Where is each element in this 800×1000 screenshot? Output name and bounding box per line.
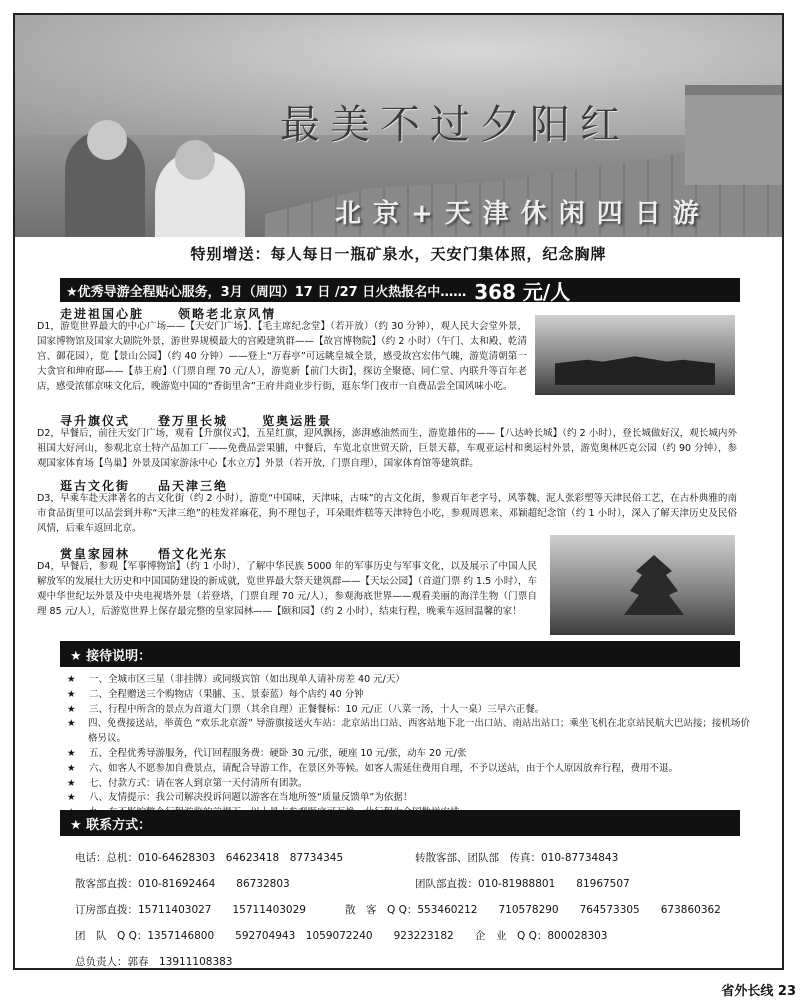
elderly-couple-photo xyxy=(45,100,275,237)
day3-heading: 逛古文化街 品天津三绝 xyxy=(60,479,229,493)
hero-title: 最美不过夕阳红 xyxy=(280,102,630,148)
price-bar xyxy=(60,278,740,302)
notes-header: ★ 接待说明： xyxy=(60,641,740,667)
contact-fax: 转散客部、团队部 传真：010-87734843 xyxy=(415,852,619,864)
forbidden-city-photo xyxy=(535,315,735,395)
star-icon: ★ xyxy=(67,762,76,774)
temple-of-heaven-photo xyxy=(550,535,735,635)
hero-banner xyxy=(15,15,782,237)
star-icon: ★ xyxy=(67,747,76,759)
contact-group: 团队部直拨：010-81988801 81967507 xyxy=(415,878,630,890)
note-item: ★ 五、全程优秀导游服务，代订回程服务费：硬卧 30 元/张，硬座 10 元/张，动车 20 元/张 xyxy=(67,747,757,762)
page-frame xyxy=(13,13,784,970)
star-icon: ★ xyxy=(67,718,76,730)
note-item: ★ 二、全程赠送三个购物店（果脯、玉、景泰蓝）每个店约 40 分钟 xyxy=(67,688,757,703)
contact-retail-qq: 散 客 Q Q：553460212 710578290 764573305 673860362 xyxy=(345,904,721,916)
note-item: ★ 八、友情提示：我公司解决投诉问题以游客在当地所签“质量反馈单”为依据！ xyxy=(67,791,757,806)
contact-header: ★ 联系方式： xyxy=(60,810,740,836)
day4-heading: 赏皇家园林 悟文化光东 xyxy=(60,547,229,561)
day1-text: D1，游览世界最大的中心广场——【天安门广场】、【毛主席纪念堂】（若开放）（约 30 分钟），观人民大会堂外景，国家博物馆及国家大剧院外景，游世界规模最大的宫殿建筑群——【故宫博物院】（约 2 小时）（午门、太和殿、乾清宫、御花园），览【景山公园】（约 40 分钟）——登上“万春亭”可远眺皇城全景，感受故宫宏伟气魄，游览清朝第一大贪官和珅府邸——【恭王府】（门票自理 70 元/人），游览新【前门大街】，探访全聚德、同仁堂、内联升等百年老店，感受浓郁京味文化后，晚游览中国的“香街里舍”王府井商业步行街，逛东华门夜市一自费品尝全国风味小吃。 xyxy=(37,321,527,392)
contact-retail: 散客部直拨：010-81692464 86732803 xyxy=(75,878,290,890)
contact-corp-qq: 企 业 Q Q：800028303 xyxy=(475,930,608,942)
page-footer: 省外长线 23 xyxy=(721,984,796,999)
star-icon: ★ xyxy=(67,703,76,715)
price-value: 368 元/人 xyxy=(474,279,571,304)
star-icon: ★ xyxy=(67,688,76,700)
day2-text: D2，早餐后，前往天安门广场，观看【升旗仪式】，五星红旗，迎风飘扬，澎湃感油然而生，游览雄伟的——【八达岭长城】（约 2 小时），登长城做好汉，观长城内外祖国大好河山，参观北京土特产品加工厂——免费品尝果脯，中餐后，车览北京世贸天阶，巨景天幕，车观亚运村和奥运村外景，游览奥林匹克公园（约 90 分钟），参观国家体育场【鸟巢】外景及国家游泳中心【水立方】外景（若开放，门票自理），国家体育馆等建筑群。 xyxy=(37,428,737,469)
palace-silhouette xyxy=(555,349,715,385)
day4-text: D4，早餐后，参观【军事博物馆】（约 1 小时），了解中华民族 5000 年的军事历史与军事文化，以及展示了中国人民解放军的发展壮大历史和中国国防建设的新成就，览世界最大祭天建筑群——【天坛公园】（首道门票 约 1.5 小时），车观中华世纪坛外景及中央电视塔外景（若登塔，门票自理 70 元/人），参观海底世界——观看美丽的海洋生物（门票自理 85 元/人），后游览世界上保存最完整的皇家园林——【颐和园】（约 2 小时），结束行程，晚乘车返回温馨的家！ xyxy=(37,561,537,617)
contact-manager: 总负责人：郭春 13911108383 xyxy=(75,956,233,968)
price-bar-text: ★优秀导游全程贴心服务，3月（周四）17 日 /27 日火热报名中…… xyxy=(66,284,467,300)
star-icon: ★ xyxy=(67,792,76,804)
contact-booking: 订房部直拨：15711403027 15711403029 xyxy=(75,904,306,916)
note-item: ★ 六、如客人不愿参加自费景点，请配合导游工作，在景区外等候。如客人需延住费用自理，不予以送站，由于个人原因放弃行程，费用不退。 xyxy=(67,762,757,777)
day3-text: D3，早乘车赴天津著名的古文化街（约 2 小时），游览“中国味，天津味，古味”的古文化街，参观百年老字号，风筝魏、泥人张彩塑等天津民俗工艺，在古朴典雅的南市食品街里可以品尝到并称“天津三绝”的桂发祥麻花，狗不理包子，耳朵眼炸糕等天津特色小吃，参观周恩来、邓颖超纪念馆（约 1 小时），深入了解天津历史及民俗风情，后乘车返回北京。 xyxy=(37,493,737,534)
contact-group-qq: 团 队 Q Q：1357146800 592704943 1059072240 923223182 xyxy=(75,930,454,942)
note-item: ★ 七、付款方式：请在客人到京第一天付清所有团款。 xyxy=(67,777,757,792)
hero-subtitle: 北京+天津休闲四日游 xyxy=(335,199,711,229)
special-gift-line: 特别增送：每人每日一瓶矿泉水，天安门集体照，纪念胸牌 xyxy=(190,245,607,263)
day2-heading: 寻升旗仪式 登万里长城 览奥运胜景 xyxy=(60,414,333,428)
note-item: ★ 三、行程中所含的景点为首道大门票（其余自理）正餐餐标：10 元/正（八菜一汤，十人一桌）三早六正餐。 xyxy=(67,703,757,718)
man-head xyxy=(87,120,127,160)
star-icon: ★ xyxy=(67,777,76,789)
notes-list xyxy=(67,673,757,821)
note-item: ★ 四、免费接送站，举黄色 “欢乐北京游” 导游旗接送火车站：北京站出口站、西客站地下北一出口站、南站出站口；乘坐飞机在北京站民航大巴站接；接机场价格另议。 xyxy=(67,717,757,747)
star-icon: ★ xyxy=(67,674,76,685)
wall-tower-image xyxy=(685,85,782,185)
temple-silhouette xyxy=(624,555,684,635)
contact-phone: 电话：总机：010-64628303 64623418 87734345 xyxy=(75,852,344,864)
note-item: ★ 一、全城市区三星（非挂牌）或同级宾馆（如出现单人请补房差 40 元/天） xyxy=(67,673,757,688)
day1-heading: 走进祖国心脏 领略老北京风情 xyxy=(60,307,277,321)
woman-head xyxy=(175,140,215,180)
